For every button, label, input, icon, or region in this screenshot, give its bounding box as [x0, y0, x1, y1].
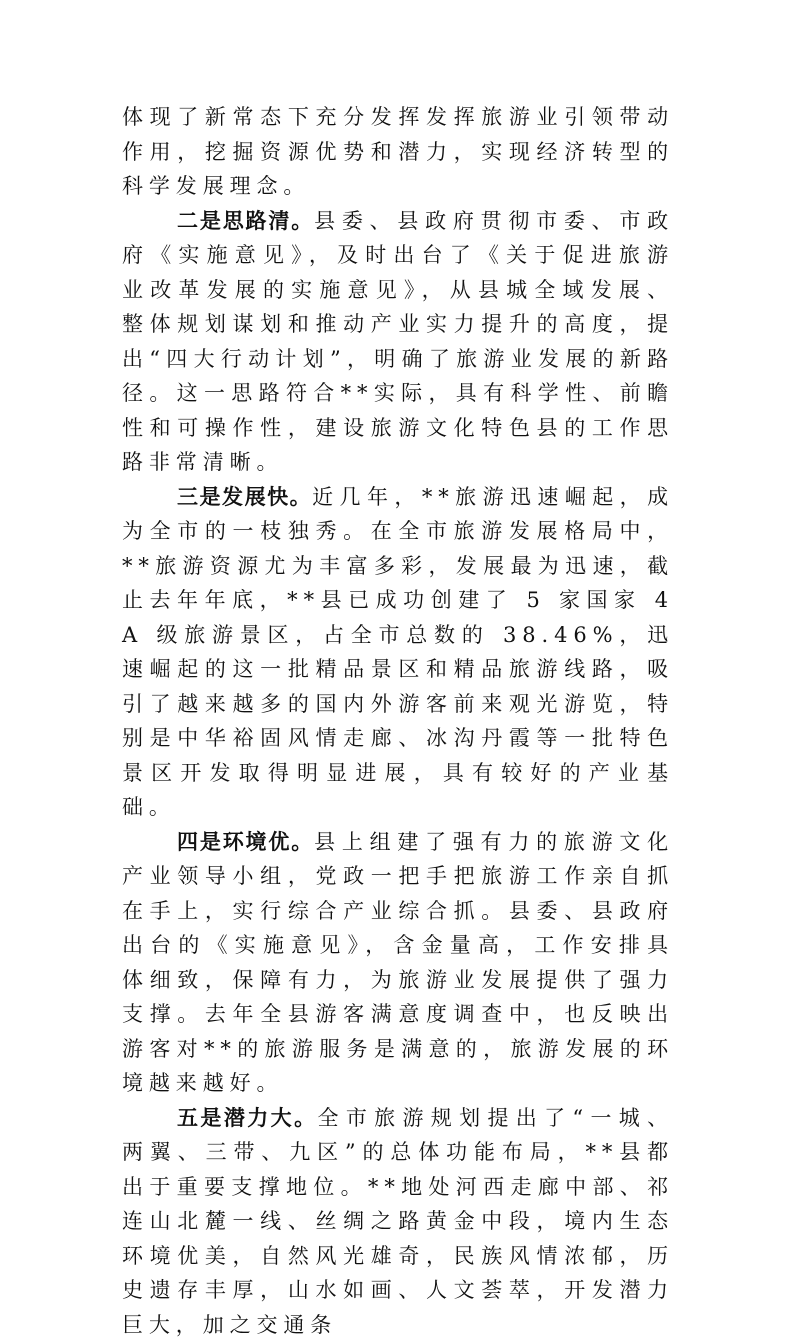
paragraph-text: 体现了新常态下充分发挥发挥旅游业引领带动作用，挖掘资源优势和潜力，实现经济转型的科学发展理念。	[122, 105, 674, 198]
paragraph-good-environment	[122, 825, 674, 1101]
paragraph-fast-development	[122, 480, 674, 825]
document-page	[122, 100, 674, 1342]
paragraph-lead: 五是潜力大。	[177, 1106, 318, 1130]
paragraph-lead: 四是环境优。	[177, 830, 314, 854]
paragraph-text: 近几年，**旅游迅速崛起，成为全市的一枝独秀。在全市旅游发展格局中，**旅游资源尤为丰富多彩，发展最为迅速，截止去年年底，**县已成功创建了 5 家国家 4A 级旅游景区，占全市总数的 38.46%，迅速崛起的这一批精品景区和精品旅游线路，吸引了越来越多的国内外游客前来观光游览，特别是中华裕固风情走廊、冰沟丹霞等一批特色景区开发取得明显进展，具有较好的产业基础。	[122, 485, 674, 820]
paragraph-lead: 二是思路清。	[177, 209, 314, 233]
paragraph-lead: 三是发展快。	[177, 485, 312, 509]
paragraph-great-potential	[122, 1101, 674, 1342]
paragraph-text: 县委、县政府贯彻市委、市政府《实施意见》，及时出台了《关于促进旅游业改革发展的实施意见》，从县城全域发展、整体规划谋划和推动产业实力提升的高度，提出“四大行动计划”，明确了旅游业发展的新路径。这一思路符合**实际，具有科学性、前瞻性和可操作性，建设旅游文化特色县的工作思路非常清晰。	[122, 209, 674, 475]
paragraph-text: 县上组建了强有力的旅游文化产业领导小组，党政一把手把旅游工作亲自抓在手上，实行综合产业综合抓。县委、县政府出台的《实施意见》，含金量高，工作安排具体细致，保障有力，为旅游业发展提供了强力支撑。去年全县游客满意度调查中，也反映出游客对**的旅游服务是满意的，旅游发展的环境越来越好。	[122, 830, 674, 1096]
paragraph-intro-continuation	[122, 100, 674, 204]
paragraph-clear-thinking	[122, 204, 674, 480]
paragraph-text: 全市旅游规划提出了“一城、两翼、三带、九区”的总体功能布局，**县都出于重要支撑地位。**地处河西走廊中部、祁连山北麓一线、丝绸之路黄金中段，境内生态环境优美，自然风光雄奇，民族风情浓郁，历史遗存丰厚，山水如画、人文荟萃，开发潜力巨大，加之交通条	[122, 1106, 674, 1337]
